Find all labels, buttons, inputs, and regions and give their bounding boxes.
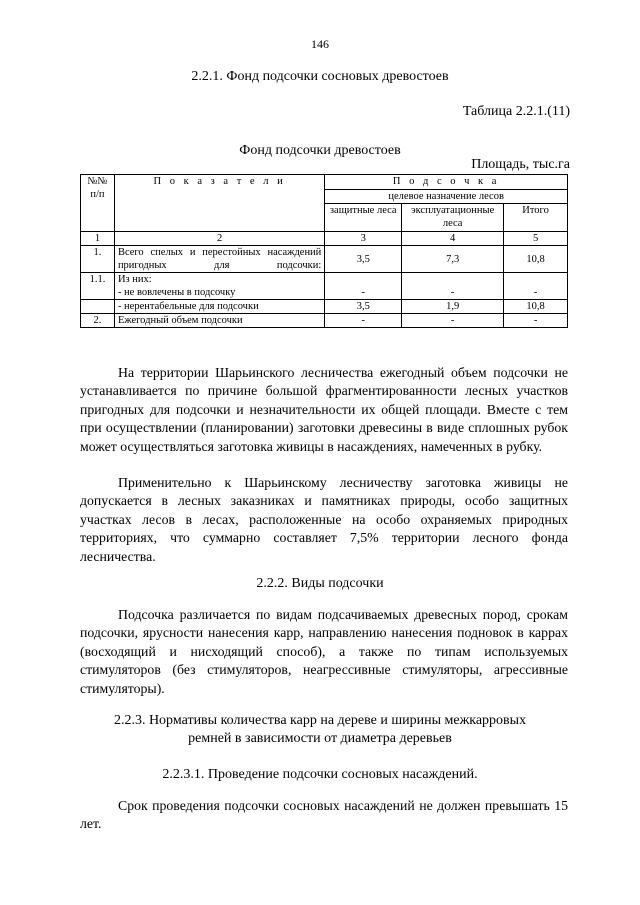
row-label: Всего спелых и перестойных насаждений пригодных для подсочки: — [114, 246, 324, 273]
table-number: Таблица 2.2.1.(11) — [462, 104, 570, 119]
table-header-row — [81, 175, 568, 190]
colnum-cell: 1 — [81, 232, 115, 246]
row-label: Из них: — [114, 273, 324, 287]
row-total: 10,8 — [504, 300, 568, 314]
row-total: 10,8 — [504, 246, 568, 273]
paragraph-tapping-duration: Срок проведения подсочки сосновых насаждений не должен превышать 15 лет. — [80, 798, 568, 832]
page-number: 146 — [311, 37, 329, 51]
colnum-cell: 3 — [325, 232, 402, 246]
row-total: - — [504, 314, 568, 328]
row-exploitation — [402, 273, 504, 287]
header-indicators: П о к а з а т е л и — [114, 175, 324, 232]
row-label: Ежегодный объем подсочки — [114, 314, 324, 328]
tapping-fund-table — [80, 174, 568, 328]
row-protective: - — [325, 286, 402, 300]
heading-line: 2.2.3. Нормативы количества карр на дереве и ширины межкарровых — [113, 713, 527, 728]
colnum-cell: 4 — [402, 232, 504, 246]
paragraph-tapping-types: Подсочка различается по видам подсачиваемых древесных пород, срокам подсочки, ярусности нанесения карр, направлению нанесения подновок в каррах (восходящий и нисходящий способ), а также по типам используемых стимуляторов (без стимуляторов, неагрессивные стимуляторы, агрессивные стимуляторы). — [80, 607, 568, 696]
row-exploitation: - — [402, 286, 504, 300]
table-row — [81, 286, 568, 300]
colnum-cell: 5 — [504, 232, 568, 246]
header-no: №№ п/п — [81, 175, 115, 232]
table-row — [81, 246, 568, 273]
section-heading-2-2-1: 2.2.1. Фонд подсочки сосновых древостоев — [191, 69, 449, 84]
header-purpose: целевое назначение лесов — [325, 189, 568, 204]
table-row — [81, 314, 568, 328]
table-row — [81, 273, 568, 287]
row-label: - не вовлечены в подсочку — [114, 286, 324, 300]
row-total: - — [504, 286, 568, 300]
heading-line: ремней в зависимости от диаметра деревьев — [188, 731, 452, 746]
row-exploitation: - — [402, 314, 504, 328]
header-total: Итого — [504, 204, 568, 232]
row-total — [504, 273, 568, 287]
row-exploitation: 7,3 — [402, 246, 504, 273]
row-protective: - — [325, 314, 402, 328]
row-no — [81, 300, 115, 314]
section-heading-2-2-3 — [0, 712, 640, 748]
colnum-cell: 2 — [114, 232, 324, 246]
row-label: - нерентабельные для подсочки — [114, 300, 324, 314]
row-no: 1.1. — [81, 273, 115, 300]
row-exploitation: 1,9 — [402, 300, 504, 314]
row-protective — [325, 273, 402, 287]
row-no: 2. — [81, 314, 115, 328]
section-heading-2-2-2: 2.2.2. Виды подсочки — [256, 576, 384, 591]
header-tapping: П о д с о ч к а — [325, 175, 568, 190]
table-colnum-row — [81, 232, 568, 246]
table-title: Фонд подсочки древостоев — [239, 143, 401, 158]
header-exploitation: эксплуатационные леса — [402, 204, 504, 232]
header-protective: защитные леса — [325, 204, 402, 232]
table-unit: Площадь, тыс.га — [471, 157, 570, 172]
row-no: 1. — [81, 246, 115, 273]
paragraph-tapping-volume: На территории Шарьинского лесничества ежегодный объем подсочки не устанавливается по причине большой фрагментированности лесных участков пригодных для подсочки и незначительности их общей площади. Вместе с тем при осуществлении (планировании) заготовки древесины в виде сплошных рубок может осуществляться заготовка живицы в насаждениях, намеченных в рубку. — [80, 365, 568, 454]
row-protective: 3,5 — [325, 246, 402, 273]
paragraph-resin-restrictions: Применительно к Шарьинскому лесничеству заготовка живицы не допускается в лесных заказниках и памятниках природы, особо защитных участках лесов в лесах, расположенные на особо охраняемых природных территориях, что суммарно составляет 7,5% территории лесного фонда лесничества. — [80, 475, 568, 564]
section-heading-2-2-3-1: 2.2.3.1. Проведение подсочки сосновых насаждений. — [162, 767, 478, 782]
row-protective: 3,5 — [325, 300, 402, 314]
table-row — [81, 300, 568, 314]
